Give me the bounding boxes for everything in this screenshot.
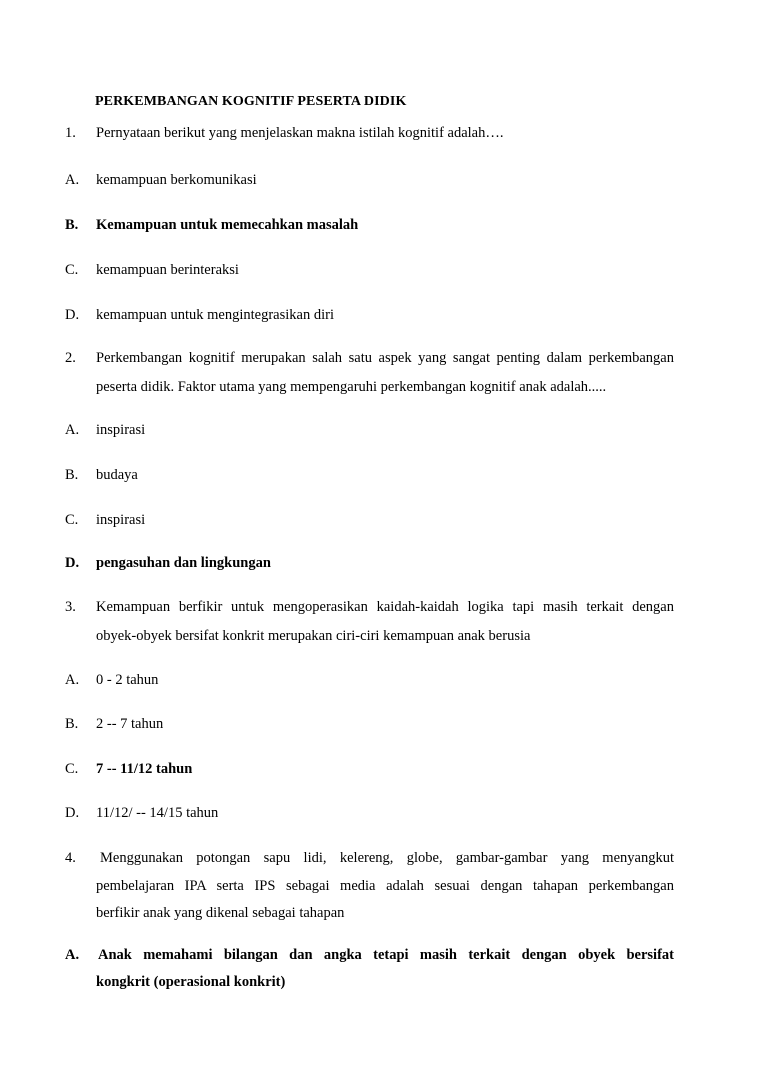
option-text: 2 -- 7 tahun	[96, 716, 164, 732]
option-text: 11/12/ -- 14/15 tahun	[96, 805, 219, 821]
option-text-answer: kongkrit (operasional konkrit)	[96, 974, 286, 990]
question-text-line: pembelajaran IPA serta IPS sebagai media adalah sesuai dengan tahapan perkembangan	[96, 878, 674, 894]
option-text: inspirasi	[96, 512, 146, 528]
option-text: budaya	[96, 467, 138, 483]
question-text-line: Kemampuan berfikir untuk mengoperasikan kaidah-kaidah logika tapi masih terkait dengan	[96, 599, 674, 615]
question-text-line: Pernyataan berikut yang menjelaskan makna istilah kognitif adalah….	[96, 125, 504, 141]
question-number: 4.	[65, 850, 76, 866]
option-text-answer: 7 -- 11/12 tahun	[96, 761, 193, 777]
question-text-line: berfikir anak yang dikenal sebagai tahapan	[96, 905, 345, 921]
option-text-answer: pengasuhan dan lingkungan	[96, 555, 271, 571]
option-letter-answer: C.	[65, 761, 79, 777]
option-letter: B.	[65, 716, 79, 732]
option-letter: B.	[65, 467, 79, 483]
option-text: inspirasi	[96, 422, 146, 438]
option-text: kemampuan berkomunikasi	[96, 172, 257, 188]
question-text-line: Perkembangan kognitif merupakan salah satu aspek yang sangat penting dalam perkembangan	[96, 350, 674, 366]
question-text-line: Menggunakan potongan sapu lidi, kelereng, globe, gambar-gambar yang menyangkut	[100, 850, 674, 866]
option-letter: D.	[65, 307, 80, 323]
option-letter-answer: B.	[65, 217, 79, 233]
question-text-line: obyek-obyek bersifat konkrit merupakan ciri-ciri kemampuan anak berusia	[96, 628, 531, 644]
option-letter: C.	[65, 512, 79, 528]
option-text: kemampuan untuk mengintegrasikan diri	[96, 307, 334, 323]
option-letter-answer: A.	[65, 947, 80, 963]
option-letter-answer: D.	[65, 555, 80, 571]
option-text: kemampuan berinteraksi	[96, 262, 239, 278]
question-number: 3.	[65, 599, 76, 615]
page-title: PERKEMBANGAN KOGNITIF PESERTA DIDIK	[95, 94, 407, 109]
option-letter: A.	[65, 172, 80, 188]
option-letter: D.	[65, 805, 80, 821]
option-letter: A.	[65, 672, 80, 688]
question-text-line: peserta didik. Faktor utama yang mempengaruhi perkembangan kognitif anak adalah.....	[96, 379, 607, 395]
option-text-answer: Anak memahami bilangan dan angka tetapi masih terkait dengan obyek bersifat	[98, 947, 674, 963]
question-number: 2.	[65, 350, 76, 366]
question-number: 1.	[65, 125, 76, 141]
option-text: 0 - 2 tahun	[96, 672, 159, 688]
option-text-answer: Kemampuan untuk memecahkan masalah	[96, 217, 359, 233]
option-letter: A.	[65, 422, 80, 438]
option-letter: C.	[65, 262, 79, 278]
